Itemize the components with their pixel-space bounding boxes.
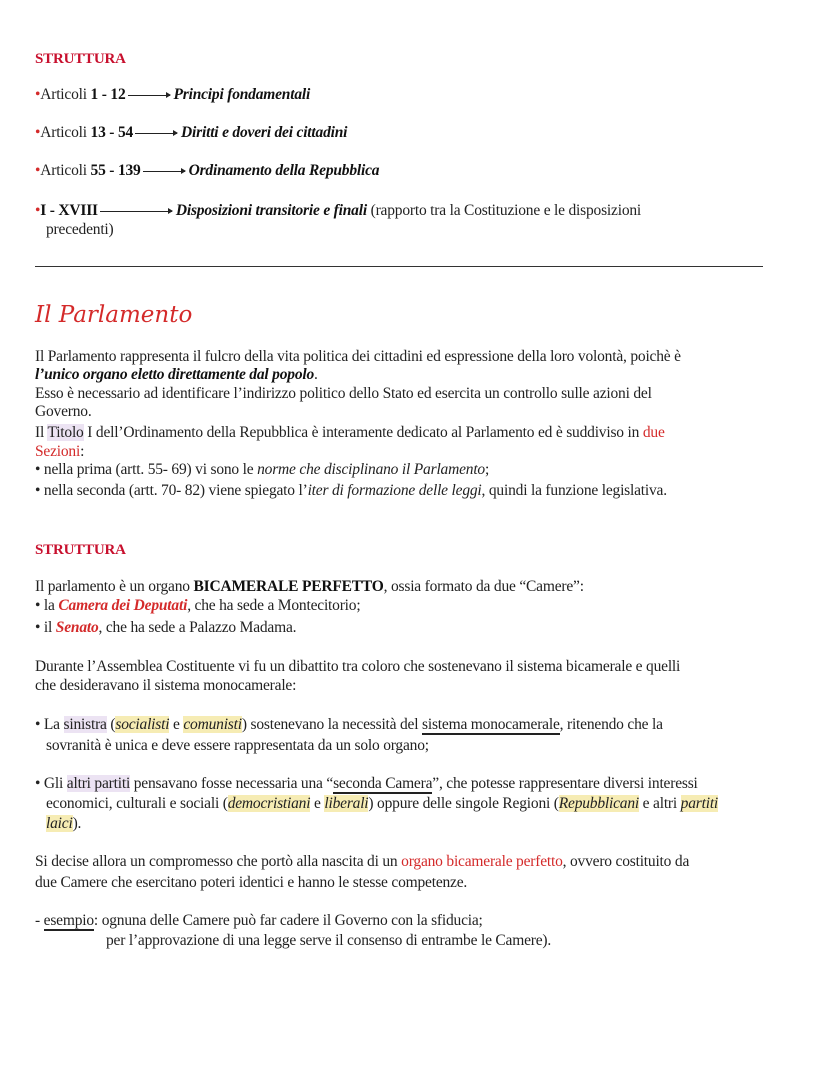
text-segment: Durante l’Assemblea Costituente vi fu un dibattito tra coloro che sostenevano il sistema bicamerale e quelli [35, 658, 681, 675]
text-line [35, 657, 680, 676]
text-line [35, 201, 641, 220]
text-line [35, 911, 483, 930]
text-line [35, 481, 667, 500]
text-segment: • [35, 86, 41, 103]
text-segment: due [642, 424, 665, 441]
text-line [35, 873, 467, 892]
text-line [35, 460, 489, 479]
arrow-icon [143, 171, 185, 172]
text-line [35, 402, 92, 421]
text-segment: e altri [639, 795, 681, 812]
text-segment: • La [35, 716, 64, 733]
text-line [35, 596, 360, 615]
text-segment: , che ha sede a Montecitorio; [187, 597, 361, 614]
text-line [35, 715, 663, 734]
text-line [46, 794, 718, 813]
text-segment: Il Parlamento rappresenta il fulcro della vita politica dei cittadini ed espressione della loro volontà, poichè è [35, 348, 681, 365]
text-segment: Articoli [40, 162, 91, 179]
text-segment: • [35, 202, 41, 219]
text-segment: • il [35, 619, 56, 636]
highlighted-text: altri partiti [66, 775, 131, 792]
text-segment: 1 - 12 [90, 86, 126, 103]
text-segment: Sezioni [35, 443, 81, 460]
text-line [35, 618, 296, 637]
text-segment: • nella prima (artt. 55- 69) vi sono le [35, 461, 258, 478]
highlighted-text: laici [46, 815, 73, 832]
text-segment: I dell’Ordinamento della Repubblica è interamente dedicato al Parlamento ed è suddiviso in [83, 424, 643, 441]
text-segment: Diritti e doveri dei cittadini [181, 124, 348, 141]
text-segment: ). [72, 815, 82, 832]
text-segment: I - XVIII [40, 202, 98, 219]
text-segment: ) sostenevano la necessità del [241, 716, 423, 733]
text-segment: ( [106, 716, 116, 733]
text-segment: , ritenendo che la [559, 716, 663, 733]
text-segment: che desideravano il sistema monocamerale: [35, 677, 297, 694]
text-line [35, 49, 126, 69]
text-line [35, 676, 296, 695]
arrow-icon [100, 211, 172, 212]
section-heading: STRUTTURA [35, 542, 126, 558]
text-segment: Ordinamento della Repubblica [188, 162, 380, 179]
text-line [35, 423, 665, 442]
text-segment: esempio [43, 912, 94, 929]
section-title: Il Parlamento [35, 302, 193, 328]
text-segment: : ognuna delle Camere può far cadere il Governo con la sfiducia; [93, 912, 483, 929]
text-segment: • la [35, 597, 59, 614]
text-segment: Senato [55, 619, 99, 636]
text-segment: BICAMERALE PERFETTO [193, 578, 384, 595]
text-segment: (rapporto tra la Costituzione e le disposizioni [366, 202, 642, 219]
highlighted-text: socialisti [115, 716, 170, 733]
text-segment: l’unico organo eletto direttamente dal popolo [35, 366, 315, 383]
text-segment: due Camere che esercitano poteri identici e hanno le stesse competenze. [35, 874, 468, 891]
arrow-icon [128, 95, 170, 96]
text-line [35, 774, 698, 793]
text-line [46, 814, 81, 833]
text-line [46, 736, 429, 755]
text-line [35, 384, 652, 403]
text-segment: • nella seconda (artt. 70- 82) viene spiegato l’ [35, 482, 308, 499]
text-segment: precedenti) [46, 221, 114, 238]
text-segment: • [35, 124, 41, 141]
text-segment: Il parlamento è un organo [35, 578, 194, 595]
divider [35, 266, 763, 267]
arrow-icon [135, 133, 177, 134]
text-line [35, 161, 379, 180]
text-segment: e [310, 795, 325, 812]
text-segment: Principi fondamentali [173, 86, 311, 103]
highlighted-text: sinistra [63, 716, 107, 733]
highlighted-text: partiti [680, 795, 719, 812]
text-segment: , ossia formato da due “Camere”: [383, 578, 584, 595]
highlighted-text: liberali [324, 795, 369, 812]
text-segment: sistema monocamerale [422, 716, 560, 733]
text-segment: per l’approvazione di una legge serve il consenso di entrambe le Camere). [106, 932, 552, 949]
text-line [35, 577, 584, 596]
highlighted-text: democristiani [227, 795, 311, 812]
text-line [106, 931, 551, 950]
text-line [46, 220, 114, 239]
text-segment: • [35, 162, 41, 179]
text-segment: : [80, 443, 85, 460]
text-segment: Governo. [35, 403, 92, 420]
text-line [35, 347, 681, 366]
text-segment: • Gli [35, 775, 67, 792]
text-segment: seconda Camera [333, 775, 433, 792]
text-segment: pensavano fosse necessaria una “ [130, 775, 334, 792]
section-heading: STRUTTURA [35, 51, 126, 67]
highlighted-text: Titolo [47, 424, 84, 441]
text-segment: Si decise allora un compromesso che portò alla nascita di un [35, 853, 402, 870]
text-line [35, 852, 689, 871]
text-segment: economici, culturali e sociali ( [46, 795, 228, 812]
text-line [35, 540, 126, 560]
text-segment: sovranità è unica e deve essere rappresentata da un solo organo; [46, 737, 429, 754]
highlighted-text: Repubblicani [558, 795, 639, 812]
text-segment: , che ha sede a Palazzo Madama. [98, 619, 297, 636]
text-segment: Disposizioni transitorie e finali [175, 202, 367, 219]
text-segment: ”, che potesse rappresentare diversi interessi [432, 775, 698, 792]
highlighted-text: comunisti [183, 716, 242, 733]
text-line [35, 442, 84, 461]
text-segment: ) oppure delle singole Regioni ( [368, 795, 559, 812]
text-line [35, 123, 347, 142]
text-segment: Camera dei Deputati [58, 597, 188, 614]
text-segment: ; [484, 461, 490, 478]
text-segment: , ovvero costituito da [562, 853, 690, 870]
text-segment: Il [35, 424, 48, 441]
text-segment: iter di formazione delle leggi [307, 482, 482, 499]
text-segment: . [314, 366, 318, 383]
text-segment: Esso è necessario ad identificare l’indirizzo politico dello Stato ed esercita un controllo sulle azioni del [35, 385, 652, 402]
text-line [35, 365, 318, 384]
text-segment: organo bicamerale perfetto [401, 853, 563, 870]
text-segment: 13 - 54 [90, 124, 134, 141]
text-segment: - [35, 912, 44, 929]
text-segment: 55 - 139 [90, 162, 141, 179]
text-segment: Articoli [40, 86, 91, 103]
text-segment: e [169, 716, 184, 733]
text-segment: norme che disciplinano il Parlamento [257, 461, 485, 478]
text-segment: , quindi la funzione legislativa. [481, 482, 667, 499]
text-segment: Articoli [40, 124, 91, 141]
text-line [35, 85, 310, 104]
